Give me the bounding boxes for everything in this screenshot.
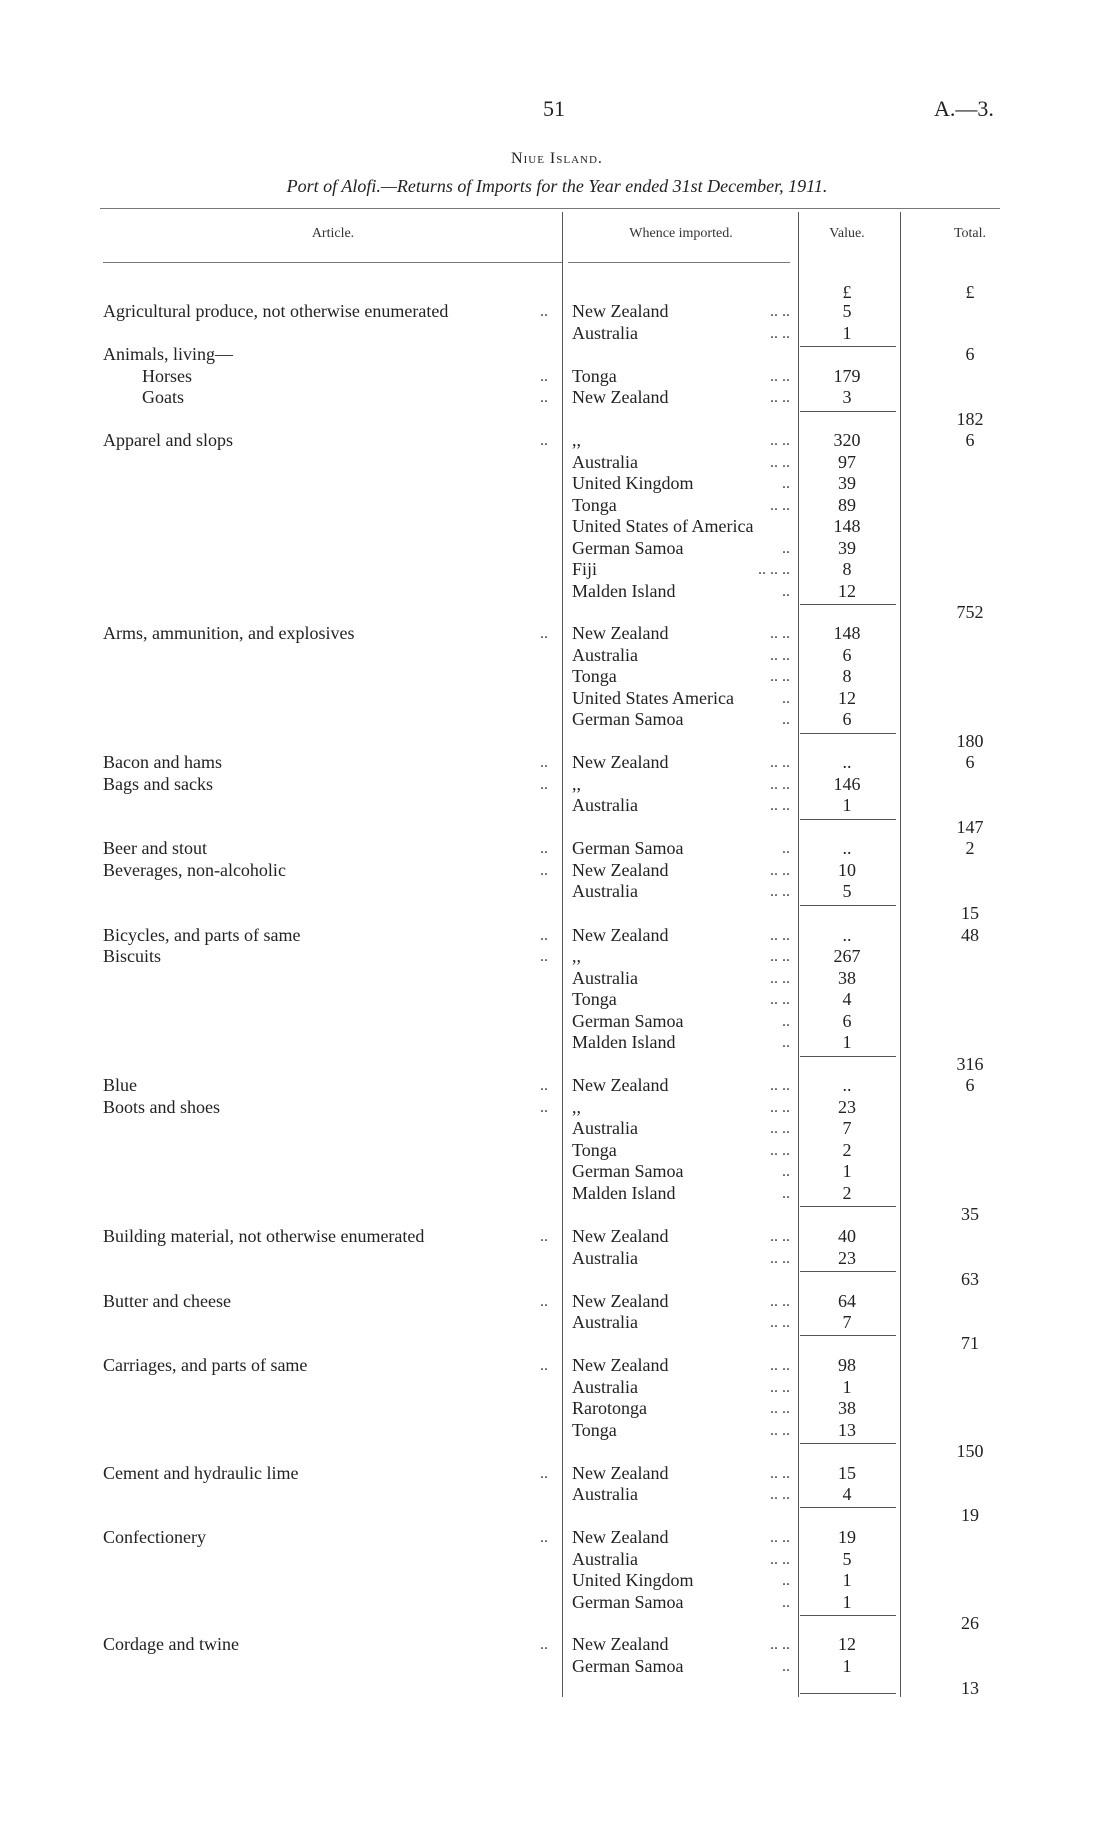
place-leader-dots: .. .. (770, 797, 790, 814)
place-leader-dots: .. (782, 1034, 790, 1051)
subtotal-rule (800, 1056, 896, 1057)
whence-place: New Zealand (572, 1634, 669, 1654)
whence-place: New Zealand (572, 860, 669, 880)
import-value: 10 (838, 860, 856, 880)
import-value: 3 (842, 387, 852, 407)
place-leader-dots: .. .. (770, 647, 790, 664)
import-value: 179 (833, 366, 861, 386)
whence-place: German Samoa (572, 538, 684, 558)
whence-place: Fiji (572, 559, 598, 579)
article-label (103, 1291, 231, 1312)
import-value: 23 (838, 1097, 856, 1117)
import-value: 2 (842, 1183, 852, 1203)
import-value: 97 (838, 452, 856, 472)
leader-dots: .. (540, 927, 548, 944)
article-label (103, 1075, 137, 1096)
import-value: 89 (838, 495, 856, 515)
article-label (142, 387, 184, 408)
import-value: 148 (833, 623, 861, 643)
article-text: Cordage and twine (103, 1634, 239, 1654)
import-value: 1 (842, 323, 852, 343)
whence-place: United Kingdom (572, 473, 694, 493)
import-value: 8 (842, 666, 852, 686)
import-value: 1 (842, 1592, 852, 1612)
whence-place: United States America (572, 688, 734, 708)
leader-dots: .. (540, 776, 548, 793)
page-number: 51 (543, 96, 565, 121)
import-value: 148 (833, 516, 861, 536)
subtotal-rule (800, 1443, 896, 1444)
article-text: Agricultural produce, not otherwise enumerated (103, 301, 449, 321)
place-leader-dots: .. .. .. (758, 561, 790, 578)
article-text: Biscuits (103, 946, 162, 966)
whence-place: ,, (572, 430, 581, 450)
article-label (103, 1463, 298, 1484)
place-leader-dots: .. (782, 1658, 790, 1675)
import-value: 12 (838, 581, 856, 601)
place-leader-dots: .. (782, 690, 790, 707)
import-value: 1 (842, 1377, 852, 1397)
place-leader-dots: .. .. (770, 1142, 790, 1159)
place-leader-dots: .. (782, 540, 790, 557)
place-leader-dots: .. .. (770, 1120, 790, 1137)
place-leader-dots: .. .. (770, 927, 790, 944)
whence-place: Australia (572, 1549, 638, 1569)
place-leader-dots: .. .. (770, 1551, 790, 1568)
subtotal-rule (800, 1615, 896, 1616)
article-total: 6 (965, 1075, 975, 1095)
article-total: 6 (965, 344, 975, 364)
place-leader-dots: .. (782, 1163, 790, 1180)
place-leader-dots: .. .. (770, 303, 790, 320)
whence-place: United States of America (572, 516, 754, 536)
article-text: Bags and sacks (103, 774, 213, 794)
whence-place: Australia (572, 1248, 638, 1268)
place-leader-dots: .. .. (770, 1422, 790, 1439)
article-label (103, 946, 161, 967)
article-total: 6 (965, 752, 975, 772)
leader-dots: .. (540, 1099, 548, 1116)
article-total: 71 (961, 1333, 979, 1353)
place-leader-dots: .. .. (770, 1486, 790, 1503)
article-total: 2 (965, 838, 975, 858)
import-value: 4 (842, 989, 852, 1009)
article-text: Butter and cheese (103, 1291, 231, 1311)
leader-dots: .. (540, 862, 548, 879)
article-total: 26 (961, 1613, 979, 1633)
whence-place: Australia (572, 968, 638, 988)
article-text: Beer and stout (103, 838, 207, 858)
article-text: Boots and shoes (103, 1097, 220, 1117)
import-value: 1 (842, 1032, 852, 1052)
import-value: 1 (842, 1161, 852, 1181)
import-value: 1 (842, 1570, 852, 1590)
column-divider-value (900, 212, 901, 1697)
import-value: .. (842, 752, 852, 772)
place-leader-dots: .. .. (770, 1250, 790, 1267)
article-label (103, 752, 222, 773)
import-value: 6 (842, 645, 852, 665)
import-value: 38 (838, 968, 856, 988)
whence-place: German Samoa (572, 1161, 684, 1181)
import-value: 6 (842, 1011, 852, 1031)
article-text: Bacon and hams (103, 752, 222, 772)
article-text: Arms, ammunition, and explosives (103, 623, 355, 643)
article-label (103, 623, 354, 644)
article-text: Goats (142, 387, 184, 407)
leader-dots: .. (540, 389, 548, 406)
import-value: 15 (838, 1463, 856, 1483)
value-currency: £ (842, 282, 852, 302)
whence-place: ,, (572, 1097, 581, 1117)
place-leader-dots: .. .. (770, 389, 790, 406)
import-value: 5 (842, 881, 852, 901)
place-leader-dots: .. .. (770, 1357, 790, 1374)
import-value: 267 (833, 946, 861, 966)
leader-dots: .. (540, 432, 548, 449)
place-leader-dots: .. .. (770, 754, 790, 771)
whence-place: Rarotonga (572, 1398, 647, 1418)
place-leader-dots: .. .. (770, 432, 790, 449)
place-leader-dots: .. (782, 840, 790, 857)
place-leader-dots: .. (782, 1185, 790, 1202)
place-leader-dots: .. .. (770, 991, 790, 1008)
whence-place: Tonga (572, 1420, 617, 1440)
import-value: 13 (838, 1420, 856, 1440)
place-leader-dots: .. (782, 711, 790, 728)
import-value: 146 (833, 774, 861, 794)
article-text: Apparel and slops (103, 430, 233, 450)
article-label (103, 1226, 424, 1247)
place-leader-dots: .. .. (770, 862, 790, 879)
place-leader-dots: .. .. (770, 668, 790, 685)
column-divider-article (562, 212, 563, 1697)
subtotal-rule (800, 733, 896, 734)
place-leader-dots: .. .. (770, 1400, 790, 1417)
whence-place: New Zealand (572, 1463, 669, 1483)
whence-place: Tonga (572, 495, 617, 515)
import-value: 320 (833, 430, 861, 450)
article-text: Carriages, and parts of same (103, 1355, 308, 1375)
whence-place: ,, (572, 774, 581, 794)
whence-place: New Zealand (572, 387, 669, 407)
place-leader-dots: .. (782, 475, 790, 492)
place-leader-dots: .. .. (770, 454, 790, 471)
subtotal-rule (800, 1271, 896, 1272)
column-header-value: Value. (829, 226, 865, 241)
import-value: 7 (842, 1118, 852, 1138)
article-text: Bicycles, and parts of same (103, 925, 301, 945)
whence-place: New Zealand (572, 1355, 669, 1375)
place-leader-dots: .. .. (770, 776, 790, 793)
column-header-whence: Whence imported. (629, 226, 733, 241)
import-value: 98 (838, 1355, 856, 1375)
subtotal-rule (800, 1335, 896, 1336)
import-value: .. (842, 1075, 852, 1095)
place-leader-dots: .. .. (770, 1228, 790, 1245)
article-total: 182 (956, 409, 984, 429)
article-total: 19 (961, 1505, 979, 1525)
subtotal-rule (800, 1693, 896, 1694)
article-text: Building material, not otherwise enumerated (103, 1226, 425, 1246)
place-leader-dots: .. .. (770, 1636, 790, 1653)
import-value: 12 (838, 1634, 856, 1654)
import-value: 1 (842, 795, 852, 815)
whence-place: United Kingdom (572, 1570, 694, 1590)
import-value: 8 (842, 559, 852, 579)
header-bottom-rule-whence (568, 262, 790, 263)
whence-place: Australia (572, 452, 638, 472)
import-value: 64 (838, 1291, 856, 1311)
whence-place: German Samoa (572, 1656, 684, 1676)
subtotal-rule (800, 819, 896, 820)
article-text: Horses (142, 366, 192, 386)
whence-place: New Zealand (572, 1291, 669, 1311)
leader-dots: .. (540, 1357, 548, 1374)
whence-place: Malden Island (572, 1183, 676, 1203)
whence-place: Australia (572, 1484, 638, 1504)
article-text: Beverages, non-alcoholic (103, 860, 286, 880)
whence-place: New Zealand (572, 1075, 669, 1095)
import-value: 4 (842, 1484, 852, 1504)
whence-place: Australia (572, 795, 638, 815)
article-label (142, 366, 192, 387)
article-total: 752 (956, 602, 984, 622)
import-value: 2 (842, 1140, 852, 1160)
whence-place: Australia (572, 645, 638, 665)
leader-dots: .. (540, 1293, 548, 1310)
import-value: 12 (838, 688, 856, 708)
article-label (103, 1097, 220, 1118)
place-leader-dots: .. .. (770, 948, 790, 965)
place-leader-dots: .. (782, 1594, 790, 1611)
place-leader-dots: .. .. (770, 1099, 790, 1116)
import-value: .. (842, 838, 852, 858)
whence-place: Australia (572, 323, 638, 343)
import-value: 40 (838, 1226, 856, 1246)
column-header-article: Article. (311, 226, 355, 241)
article-text: Animals, living— (103, 344, 233, 364)
place-leader-dots: .. .. (770, 1314, 790, 1331)
total-currency: £ (965, 282, 975, 302)
article-total: 13 (961, 1678, 979, 1698)
place-leader-dots: .. .. (770, 1077, 790, 1094)
article-total: 316 (956, 1054, 984, 1074)
whence-place: Tonga (572, 366, 617, 386)
import-value: 1 (842, 1656, 852, 1676)
article-total: 180 (956, 731, 984, 751)
subtotal-rule (800, 604, 896, 605)
article-total: 63 (961, 1269, 979, 1289)
leader-dots: .. (540, 1529, 548, 1546)
place-leader-dots: .. .. (770, 497, 790, 514)
article-label (103, 301, 448, 322)
leader-dots: .. (540, 303, 548, 320)
article-total: 147 (956, 817, 984, 837)
header-bottom-rule-article (103, 262, 563, 263)
import-value: 7 (842, 1312, 852, 1332)
import-value: .. (842, 925, 852, 945)
place-leader-dots: .. .. (770, 1529, 790, 1546)
subtotal-rule (800, 346, 896, 347)
article-text: Confectionery (103, 1527, 206, 1547)
place-leader-dots: .. .. (770, 325, 790, 342)
document-subtitle: Port of Alofi.—Returns of Imports for the Year ended 31st December, 1911. (286, 176, 828, 196)
article-label (103, 774, 213, 795)
whence-place: Tonga (572, 666, 617, 686)
article-label (103, 925, 300, 946)
leader-dots: .. (540, 368, 548, 385)
whence-place: Tonga (572, 1140, 617, 1160)
whence-place: Malden Island (572, 1032, 676, 1052)
article-total: 35 (961, 1204, 979, 1224)
subtotal-rule (800, 411, 896, 412)
whence-place: Australia (572, 1377, 638, 1397)
whence-place: Australia (572, 1312, 638, 1332)
whence-place: New Zealand (572, 752, 669, 772)
whence-place: New Zealand (572, 925, 669, 945)
article-label (103, 1634, 239, 1655)
import-value: 5 (842, 1549, 852, 1569)
whence-place: Australia (572, 1118, 638, 1138)
import-value: 19 (838, 1527, 856, 1547)
import-value: 6 (842, 709, 852, 729)
place-leader-dots: .. .. (770, 1379, 790, 1396)
leader-dots: .. (540, 754, 548, 771)
place-leader-dots: .. (782, 1572, 790, 1589)
leader-dots: .. (540, 1077, 548, 1094)
article-total: 15 (961, 903, 979, 923)
article-label (103, 1527, 206, 1548)
place-leader-dots: .. .. (770, 970, 790, 987)
article-total: 48 (961, 925, 979, 945)
import-value: 23 (838, 1248, 856, 1268)
column-divider-whence (798, 212, 799, 1697)
article-text: Blue (103, 1075, 137, 1095)
article-total: 6 (965, 430, 975, 450)
whence-place: Malden Island (572, 581, 676, 601)
column-header-total: Total. (953, 226, 987, 241)
leader-dots: .. (540, 625, 548, 642)
leader-dots: .. (540, 948, 548, 965)
article-text: Cement and hydraulic lime (103, 1463, 299, 1483)
whence-place: German Samoa (572, 838, 684, 858)
place-leader-dots: .. (782, 583, 790, 600)
place-leader-dots: .. (782, 1013, 790, 1030)
document-title (0, 150, 1114, 168)
header-top-rule (100, 208, 1000, 209)
leader-dots: .. (540, 1636, 548, 1653)
whence-place: Tonga (572, 989, 617, 1009)
place-leader-dots: .. .. (770, 625, 790, 642)
import-value: 39 (838, 473, 856, 493)
whence-place: New Zealand (572, 623, 669, 643)
whence-place: ,, (572, 946, 581, 966)
subtotal-rule (800, 1507, 896, 1508)
article-label (103, 838, 207, 859)
subtotal-rule (800, 1206, 896, 1207)
article-label (103, 860, 286, 881)
place-leader-dots: .. .. (770, 368, 790, 385)
subtotal-rule (800, 905, 896, 906)
article-label (103, 344, 233, 365)
whence-place: German Samoa (572, 709, 684, 729)
leader-dots: .. (540, 1228, 548, 1245)
whence-place: New Zealand (572, 301, 669, 321)
place-leader-dots: .. .. (770, 1293, 790, 1310)
import-value: 39 (838, 538, 856, 558)
whence-place: New Zealand (572, 1226, 669, 1246)
document-code: A.—3. (934, 96, 994, 121)
import-value: 5 (842, 301, 852, 321)
whence-place: Australia (572, 881, 638, 901)
leader-dots: .. (540, 1465, 548, 1482)
title-text: Niue Island. (511, 150, 603, 167)
import-value: 38 (838, 1398, 856, 1418)
whence-place: German Samoa (572, 1592, 684, 1612)
whence-place: German Samoa (572, 1011, 684, 1031)
article-total: 150 (956, 1441, 984, 1461)
article-label (103, 430, 233, 451)
place-leader-dots: .. .. (770, 883, 790, 900)
place-leader-dots: .. .. (770, 1465, 790, 1482)
leader-dots: .. (540, 840, 548, 857)
article-label (103, 1355, 307, 1376)
whence-place: New Zealand (572, 1527, 669, 1547)
